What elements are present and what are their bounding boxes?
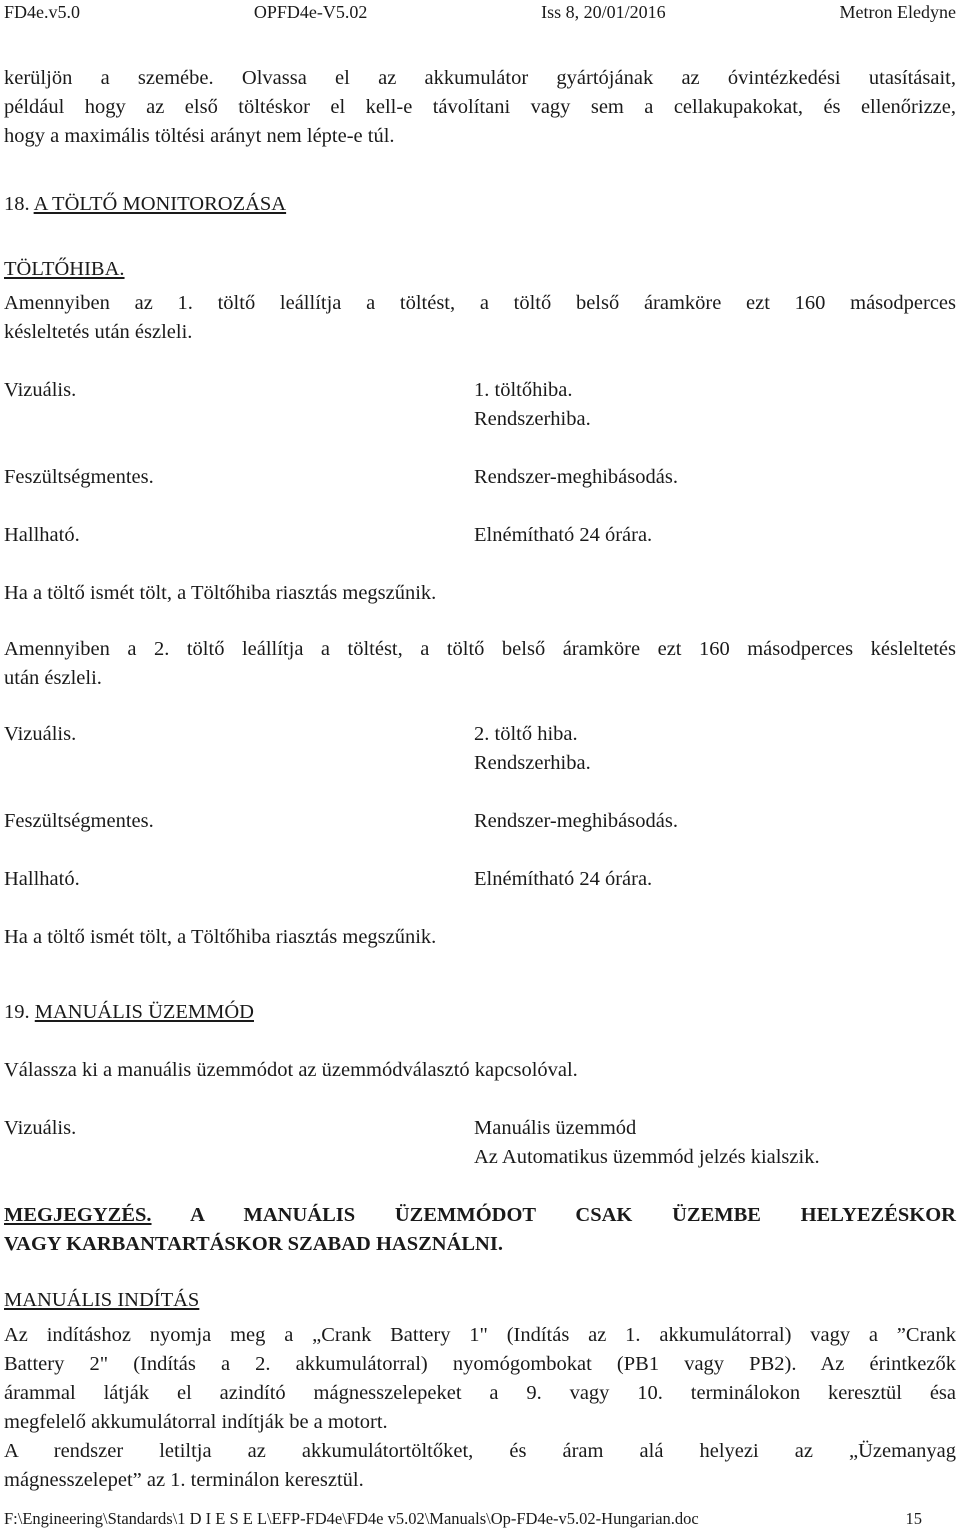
section-18-title: A TÖLTŐ MONITOROZÁSA (33, 193, 287, 215)
fault2-reset-text: Ha a töltő ismét tölt, a Töltőhiba riasztás megszűnik. (4, 926, 437, 948)
fault1-visual-label: Vizuális. (4, 379, 77, 401)
fault1-indications (4, 376, 956, 556)
manual-mode-instruction: Válassza ki a manuális üzemmódot az üzemmódválasztó kapcsolóval. (4, 1059, 578, 1081)
manual-start-heading: MANUÁLIS INDÍTÁS (4, 1289, 200, 1311)
fault2-audible-value: Elnémítható 24 órára. (474, 868, 653, 890)
manual-start-paragraph (4, 1321, 956, 1495)
start-line-5: A rendszer letiltja az akkumulátortöltőket, és áram alá helyezi az „Üzemanyag (4, 1440, 956, 1462)
section-19-number: 19. (4, 1001, 30, 1023)
footer-page-number: 15 (905, 1509, 922, 1528)
fault1-reset-text: Ha a töltő ismét tölt, a Töltőhiba riasztás megszűnik. (4, 582, 437, 604)
fault1-visual-value-1: 1. töltőhiba. (474, 379, 573, 401)
fault2-visual-label: Vizuális. (4, 723, 77, 745)
fault1-volt-value: Rendszer-meghibásodás. (474, 466, 678, 488)
note-text-1: A MANUÁLIS ÜZEMMÓDOT CSAK ÜZEMBE HELYEZÉSKOR (190, 1204, 956, 1226)
start-line-1: Az indításhoz nyomja meg a „Crank Battery 1" (Indítás az 1. akkumulátorral) vagy a ”Crank (4, 1324, 956, 1346)
footer-file-path: F:\Engineering\Standards\1 D I E S E L\EFP-FD4e\FD4e v5.02\Manuals\Op-FD4e-v5.02-Hungarian.doc (4, 1509, 699, 1528)
section-19-title: MANUÁLIS ÜZEMMÓD (34, 1001, 254, 1023)
note-line-1 (4, 1201, 956, 1230)
start-line-4: megfelelő akkumulátorral indítják be a motort. (4, 1411, 388, 1433)
fault2-visual-value-2: Rendszerhiba. (474, 752, 591, 774)
fault2-volt-label: Feszültségmentes. (4, 810, 154, 832)
section-18-heading (4, 190, 956, 219)
fault2-visual-value-1: 2. töltő hiba. (474, 723, 578, 745)
intro-line-2: például hogy az első töltéskor el kell-e távolítani vagy sem a cellakupakokat, és ellenőrizze, (4, 96, 956, 118)
note-label: MEGJEGYZÉS. (4, 1204, 152, 1226)
start-line-6: mágnesszelepet” az 1. terminálon keresztül. (4, 1469, 364, 1491)
fault2-audible-label: Hallható. (4, 868, 80, 890)
start-line-2: Battery 2" (Indítás a 2. akkumulátorral) nyomógombokat (PB1 vagy PB2). Az érintkezők (4, 1353, 956, 1375)
fault1-audible-label: Hallható. (4, 524, 80, 546)
fault1-visual-value-2: Rendszerhiba. (474, 408, 591, 430)
fault2-volt-value: Rendszer-meghibásodás. (474, 810, 678, 832)
section-19-heading (4, 998, 956, 1027)
manual-mode-note (4, 1201, 956, 1259)
charger-fault-subheading: TÖLTŐHIBA. (4, 258, 125, 280)
fault1-audible-value: Elnémítható 24 órára. (474, 524, 653, 546)
manual-visual-label: Vizuális. (4, 1117, 77, 1139)
fault2-description (4, 635, 956, 693)
page-footer (4, 1504, 956, 1533)
fault2-line-1: Amennyiben a 2. töltő leállítja a töltést, a töltő belső áramköre ezt 160 másodperces késleltetés (4, 638, 956, 660)
fault2-indications (4, 720, 956, 900)
manual-visual-value-2: Az Automatikus üzemmód jelzés kialszik. (474, 1146, 820, 1168)
fault1-line-2: késleltetés után észleli. (4, 321, 193, 343)
section-18-number: 18. (4, 193, 30, 215)
header-company: Metron Eledyne (839, 1, 956, 22)
start-line-3: árammal látják el azindító mágnesszelepeket a 9. vagy 10. terminálokon keresztül ésa (4, 1382, 956, 1404)
header-doc-version: FD4e.v5.0 (4, 1, 80, 22)
fault1-line-1: Amennyiben az 1. töltő leállítja a töltést, a töltő belső áramköre ezt 160 másodperces (4, 292, 956, 314)
intro-paragraph (4, 64, 956, 151)
header-issue: Iss 8, 20/01/2016 (541, 1, 666, 22)
intro-line-3: hogy a maximális töltési arányt nem lépte-e túl. (4, 125, 395, 147)
fault1-description (4, 289, 956, 347)
manual-visual-value-1: Manuális üzemmód (474, 1117, 637, 1139)
fault1-volt-label: Feszültségmentes. (4, 466, 154, 488)
note-line-2: VAGY KARBANTARTÁSKOR SZABAD HASZNÁLNI. (4, 1233, 503, 1255)
intro-line-1: kerüljön a szemébe. Olvassa el az akkumulátor gyártójának az óvintézkedési utasításait, (4, 67, 956, 89)
manual-mode-indications (4, 1114, 956, 1174)
page-header (4, 0, 956, 24)
header-form-version: OPFD4e-V5.02 (253, 1, 368, 22)
fault2-line-2: után észleli. (4, 667, 102, 689)
